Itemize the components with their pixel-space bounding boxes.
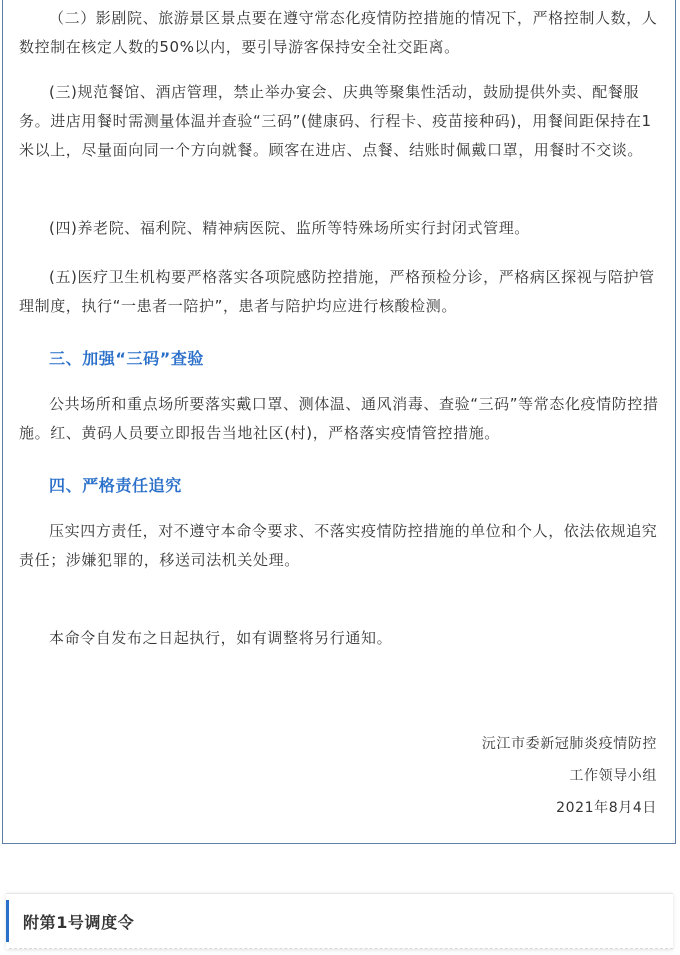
- signature-org-line2: 工作领导小组: [569, 768, 657, 784]
- appendix-card[interactable]: [6, 893, 673, 949]
- signature-org-line1: 沅江市委新冠肺炎疫情防控: [481, 736, 657, 752]
- paragraph-medical: (五)医疗卫生机构要严格落实各项院感防控措施，严格预检分诊，严格病区探视与陪护管理制度，执行“一患者一陪护”，患者与陪护均应进行核酸检测。: [19, 268, 655, 315]
- paragraph-three-codes: 公共场所和重点场所要落实戴口罩、测体温、通风消毒、查验“三码”等常态化疫情防控措施。红、黄码人员要立即报告当地社区(村)，严格落实疫情管控措施。: [19, 395, 659, 442]
- paragraph-restaurants: (三)规范餐馆、酒店管理，禁止举办宴会、庆典等聚集性活动，鼓励提供外卖、配餐服务。进店用餐时需测量体温并查验“三码”(健康码、行程卡、疫苗接种码)，用餐间距保持在1米以上，尽量面向同一个方向就餐。顾客在进店、点餐、结账时佩戴口罩，用餐时不交谈。: [19, 83, 652, 159]
- section-heading-three-codes: 三、加强“三码”查验: [49, 349, 205, 368]
- signature-date: 2021年8月4日: [556, 800, 657, 816]
- paragraph-accountability: 压实四方责任，对不遵守本命令要求、不落实疫情防控措施的单位和个人，依法依规追究责任；涉嫌犯罪的，移送司法机关处理。: [19, 522, 658, 569]
- appendix-dashed-divider: [9, 948, 673, 949]
- paragraph-theaters-scenic: （二）影剧院、旅游景区景点要在遵守常态化疫情防控措施的情况下，严格控制人数，人数控制在核定人数的50%以内，要引导游客保持安全社交距离。: [19, 9, 658, 56]
- paragraph-closing: 本命令自发布之日起执行，如有调整将另行通知。: [49, 629, 393, 647]
- paragraph-special-venues: (四)养老院、福利院、精神病医院、监所等特殊场所实行封闭式管理。: [49, 219, 530, 237]
- section-heading-accountability: 四、严格责任追究: [49, 476, 182, 495]
- document-frame: [2, 0, 676, 844]
- appendix-title[interactable]: 附第1号调度令: [23, 913, 135, 932]
- appendix-accent-bar: [6, 900, 9, 942]
